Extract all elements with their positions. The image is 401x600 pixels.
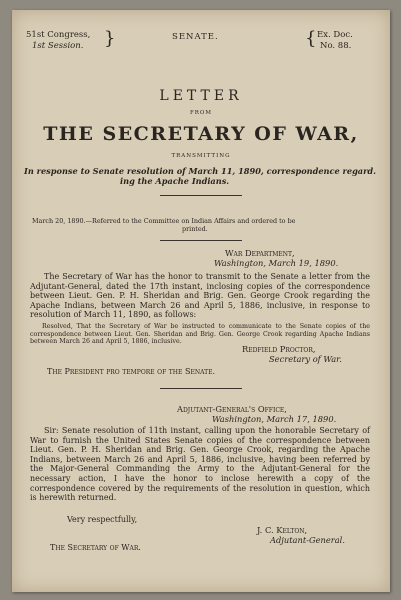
left-brace: }: [104, 28, 116, 49]
letter1-place-date: Washington, March 19, 1890.: [214, 258, 339, 268]
session-label: 1st Session.: [32, 41, 84, 51]
right-brace: {: [305, 28, 317, 49]
resolution-text: Resolved, That the Secretary of War be instructed to communicate to the Senate copies of the correspondence between Lieut. Gen. Sheridan and Brig. Gen. George Crook regarding Apache Indians between March 26 and April 5, 1886, inclusive.: [30, 323, 370, 346]
letter2-signer-title: Adjutant-General.: [270, 535, 345, 545]
doc-number-label: No. 88.: [320, 41, 352, 51]
title-from: FROM: [189, 110, 213, 116]
letter1-body: The Secretary of War has the honor to transmit to the Senate a letter from the Adjutant-General, dated the 17th instant, inclosing copies of the correspondence between Lieut. Gen. P. H. Sheridan and Brig. Gen. George Crook regarding the Apache Indians, between March 26 and April 5, 1886, inclusive, in response to resolution of March 11, 1890, as follows:: [30, 272, 370, 320]
document-page: [12, 10, 390, 592]
letter2-closing: Very respectfully,: [67, 515, 138, 524]
divider-2: [160, 240, 242, 241]
letter2-addressee: The Secretary of War.: [50, 543, 141, 552]
congress-label: 51st Congress,: [26, 30, 91, 40]
doc-type-label: Ex. Doc.: [317, 30, 353, 40]
letter2-place-date: Washington, March 17, 1890.: [212, 414, 337, 424]
war-department-heading: War Department,: [225, 248, 295, 258]
subtitle-line-2: ing the Apache Indians.: [120, 176, 230, 186]
title-transmitting: TRANSMITTING: [171, 153, 231, 159]
letter2-signer: J. C. Kelton,: [257, 525, 308, 535]
referral-line-1: March 20, 1890.—Referred to the Committee on Indian Affairs and ordered to be: [32, 217, 296, 225]
letter2-body: Sir: Senate resolution of 11th instant, calling upon the honorable Secretary of War to furnish the United States Senate copies of the correspondence between Lieut. Gen. P. H. Sheridan and Brig. Gen. George Crook, regarding the Apache Indians, between March 26 and April 5, 1886, inclusive, having been referred by the Major-General Commanding the Army to the Adjutant-General for the necessary action, I have the honor to inclose herewith a copy of the correspondence covered by the requirements of the resolution in question, which is herewith returned.: [30, 426, 370, 503]
subtitle-line-1: In response to Senate resolution of March 11, 1890, correspondence regard.: [24, 166, 376, 176]
divider-3: [160, 388, 242, 389]
divider-1: [160, 195, 242, 196]
referral-line-2: printed.: [182, 225, 208, 233]
adjutant-office-heading: Adjutant-General's Office,: [177, 404, 287, 414]
letter1-signer-title: Secretary of War.: [269, 354, 342, 364]
letter1-addressee: The President pro tempore of the Senate.: [47, 367, 215, 376]
chamber-label: SENATE.: [172, 32, 219, 42]
letter1-signer: Redfield Proctor,: [242, 344, 316, 354]
title-letter: LETTER: [159, 88, 243, 104]
title-secretary-of-war: THE SECRETARY OF WAR,: [43, 123, 359, 145]
